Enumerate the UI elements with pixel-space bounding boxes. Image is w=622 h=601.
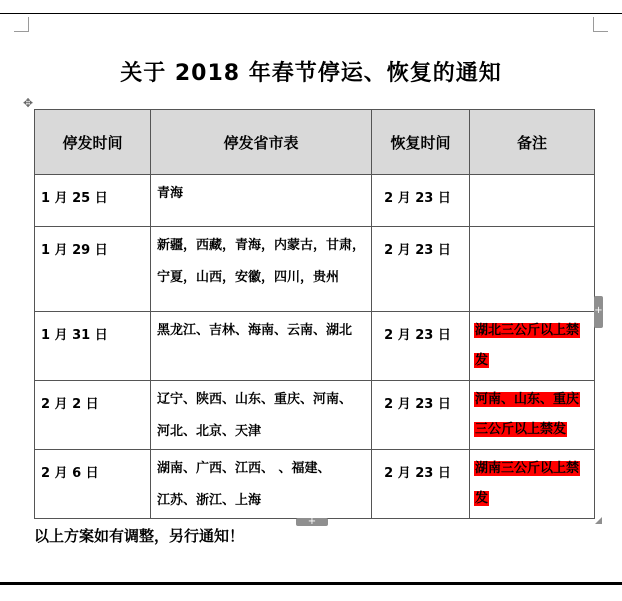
- add-column-plus-icon[interactable]: [594, 296, 603, 328]
- margin-corner-mark: [593, 17, 608, 32]
- stop-time-cell[interactable]: 1 月 25 日: [35, 175, 151, 227]
- note-highlight-text: 河南、山东、重庆三公斤以上禁发: [475, 392, 580, 437]
- resume-time-cell[interactable]: 2 月 23 日: [372, 450, 470, 519]
- table-header-row: [35, 110, 595, 175]
- provinces-line: 黑龙江、吉林、海南、云南、湖北: [157, 323, 353, 338]
- provinces-cell[interactable]: [151, 175, 372, 227]
- table-resize-handle-icon[interactable]: [595, 517, 602, 524]
- stop-time-cell[interactable]: 2 月 6 日: [35, 450, 151, 519]
- provinces-line: 新疆，西藏，青海，内蒙古，甘肃，: [157, 238, 366, 253]
- note-cell[interactable]: [470, 175, 595, 227]
- note-cell[interactable]: [470, 312, 595, 381]
- provinces-cell[interactable]: [151, 381, 372, 450]
- note-highlight-text: 湖北三公斤以上禁发: [475, 323, 580, 368]
- document-title: 关于 2018 年春节停运、恢复的通知: [120, 61, 502, 86]
- resume-time-cell[interactable]: 2 月 23 日: [372, 227, 470, 312]
- header-note: 备注: [470, 110, 595, 175]
- header-provinces: 停发省市表: [151, 110, 372, 175]
- stop-time-cell[interactable]: 2 月 2 日: [35, 381, 151, 450]
- page-top-border: [0, 13, 622, 14]
- table-move-handle-icon[interactable]: ✥: [22, 96, 34, 110]
- provinces-cell[interactable]: [151, 227, 372, 312]
- resume-time-cell[interactable]: 2 月 23 日: [372, 381, 470, 450]
- stop-time-cell[interactable]: 1 月 31 日: [35, 312, 151, 381]
- page-bottom-border: [0, 582, 622, 585]
- note-highlight-text: 湖南三公斤以上禁发: [475, 461, 580, 506]
- add-row-plus-icon[interactable]: [296, 518, 328, 526]
- table-row: [35, 381, 595, 450]
- provinces-line: 辽宁、陕西、山东、重庆、河南、: [157, 392, 353, 407]
- notice-table: [34, 109, 595, 519]
- table-row: [35, 227, 595, 312]
- provinces-cell[interactable]: [151, 312, 372, 381]
- table-row: [35, 312, 595, 381]
- table-row: [35, 450, 595, 519]
- resume-time-cell[interactable]: 2 月 23 日: [372, 312, 470, 381]
- provinces-line: 青海: [157, 186, 184, 201]
- provinces-line: 宁夏，山西，安徽，四川，贵州: [157, 270, 340, 285]
- provinces-cell[interactable]: [151, 450, 372, 519]
- provinces-line: 河北、北京、天津: [157, 424, 262, 439]
- note-cell[interactable]: [470, 450, 595, 519]
- header-stop-time: 停发时间: [35, 110, 151, 175]
- resume-time-cell[interactable]: 2 月 23 日: [372, 175, 470, 227]
- note-cell[interactable]: [470, 381, 595, 450]
- provinces-line: 江苏、浙江、上海: [157, 493, 262, 508]
- footer-note: 以上方案如有调整，另行通知！: [34, 527, 245, 545]
- header-resume-time: 恢复时间: [372, 110, 470, 175]
- stop-time-cell[interactable]: 1 月 29 日: [35, 227, 151, 312]
- note-cell[interactable]: [470, 227, 595, 312]
- margin-corner-mark: [14, 17, 29, 32]
- provinces-line: 湖南、广西、江西、 、福建、: [157, 461, 331, 476]
- table-row: [35, 175, 595, 227]
